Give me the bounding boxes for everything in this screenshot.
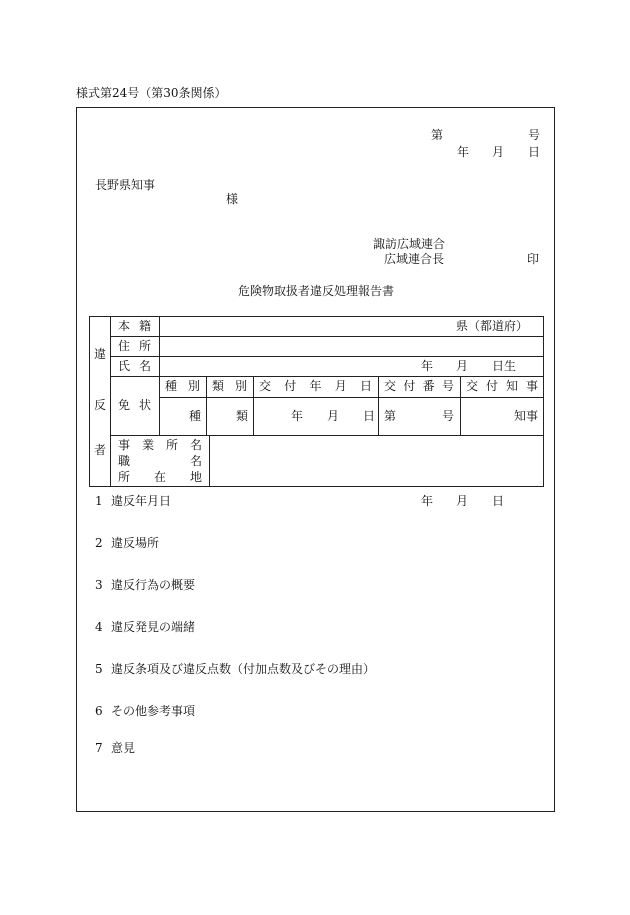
doc-number-suffix: 号 [528, 128, 541, 142]
issue-number-suffix: 号 [442, 409, 455, 423]
form-label: 様式第24号（第30条関係） [76, 86, 227, 100]
item-label: 意見 [111, 741, 136, 755]
document-title: 危険物取扱者違反処理報告書 [238, 284, 395, 298]
side-label-char: 反 [94, 398, 107, 412]
item-label: 違反発見の端緒 [111, 620, 196, 634]
violation-year: 年 [421, 494, 434, 508]
issuer-org: 諏訪広域連合 [373, 237, 446, 251]
doc-number-prefix: 第 [431, 128, 444, 142]
violation-day: 日 [492, 494, 505, 508]
honseki-label: 本 籍 [118, 319, 151, 333]
issue-number-prefix: 第 [384, 409, 397, 423]
header-kofu-date: 交 付 年 月 日 [259, 379, 372, 393]
item-label: 違反条項及び違反点数（付加点数及びその理由） [111, 662, 376, 676]
header-shubetsu: 種 別 [165, 379, 200, 393]
birth-day: 日生 [492, 359, 517, 373]
item-number: 6 [95, 704, 103, 718]
jusho-label: 住 所 [118, 339, 151, 353]
license-class: 類 [236, 409, 249, 423]
side-label-char: 違 [94, 347, 107, 361]
header-kofu-chiji: 交 付 知 事 [466, 379, 538, 393]
job-title-label: 職 名 [118, 454, 202, 468]
shimei-label: 氏 名 [118, 359, 151, 373]
item-number: 4 [95, 620, 103, 634]
license-type: 種 [189, 409, 202, 423]
date-month: 月 [492, 145, 505, 159]
location-label: 所 在 地 [118, 470, 202, 484]
honseki-value: 県（都道府） [456, 319, 529, 333]
issue-month: 月 [327, 409, 340, 423]
date-day: 日 [528, 145, 541, 159]
item-number: 2 [95, 536, 103, 550]
item-label: 違反行為の概要 [111, 578, 196, 592]
issuing-governor: 知事 [514, 409, 539, 423]
date-year: 年 [457, 145, 470, 159]
item-number: 1 [95, 494, 103, 508]
issue-year: 年 [291, 409, 304, 423]
honorific: 様 [226, 192, 239, 206]
seal-mark: 印 [527, 252, 540, 266]
header-kofu-number: 交 付 番 号 [384, 379, 454, 393]
birth-month: 月 [456, 359, 469, 373]
issue-day: 日 [363, 409, 376, 423]
item-label: 違反年月日 [111, 494, 172, 508]
side-label-char: 者 [94, 443, 107, 457]
issuer-title: 広域連合長 [384, 252, 445, 266]
birth-year: 年 [421, 359, 434, 373]
addressee: 長野県知事 [95, 178, 156, 192]
workplace-name-label: 事 業 所 名 [118, 438, 202, 452]
menjo-label: 免 状 [118, 398, 151, 412]
item-label: その他参考事項 [111, 704, 196, 718]
item-number: 3 [95, 578, 103, 592]
item-label: 違反場所 [111, 536, 160, 550]
header-ruibetsu: 類 別 [212, 379, 247, 393]
item-number: 5 [95, 662, 103, 676]
violation-month: 月 [456, 494, 469, 508]
item-number: 7 [95, 741, 103, 755]
